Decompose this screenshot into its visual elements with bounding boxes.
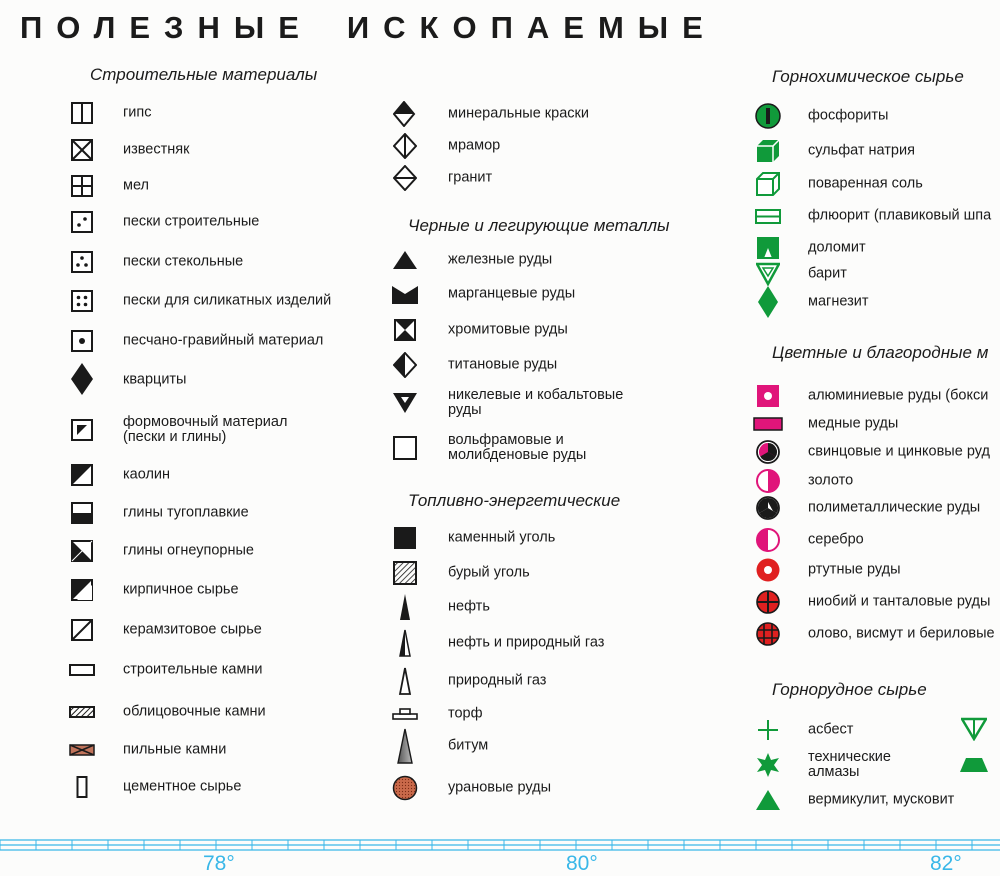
legend-item-label: каолин [123, 466, 171, 483]
refractory-clay-icon [71, 502, 93, 524]
mercury-icon [756, 558, 780, 582]
cement-raw-icon [70, 776, 95, 798]
legend-item-label: фосфориты [808, 107, 889, 124]
legend-item-label: торф [448, 705, 483, 722]
natural-gas-icon [395, 667, 415, 695]
brick-raw-icon [71, 579, 93, 601]
copper-ore-icon [753, 414, 783, 434]
tin-bismuth-icon [756, 622, 780, 646]
legend-item-label: магнезит [808, 293, 869, 310]
brown-coal-icon [393, 561, 417, 585]
phosphorite-icon [755, 103, 781, 129]
sand-gravel-icon [71, 330, 93, 352]
facing-stone-icon [69, 700, 95, 724]
molding-material-icon [71, 419, 93, 441]
legend-item-label: ртутные руды [808, 561, 901, 578]
building-stone-icon [69, 658, 95, 682]
chromite-ore-icon [394, 319, 416, 341]
legend-item-label: пески строительные [123, 213, 260, 230]
legend-item-label: поваренная соль [808, 175, 923, 192]
map-title [20, 10, 717, 46]
building-sand-icon [71, 211, 93, 233]
asbestos-icon [757, 719, 779, 741]
quartzite-icon [71, 363, 93, 397]
glass-sand-icon [71, 251, 93, 273]
title-word-1: ПОЛЕЗНЫЕ [20, 10, 313, 45]
legend-item-label: кварциты [123, 371, 187, 388]
diamond-icon [756, 753, 780, 777]
extra-green-trapezoid-icon [960, 756, 988, 779]
uranium-icon [392, 775, 418, 801]
legend-item-label: песчано-гравийный материал [123, 332, 324, 349]
legend-item-label: вольфрамовые и молибденовые руды [448, 432, 587, 463]
legend-item-label: титановые руды [448, 356, 558, 373]
lead-zinc-icon [756, 440, 780, 464]
legend-item-label: каменный уголь [448, 529, 556, 546]
section-heading-chemical: Горнохимическое сырье [772, 67, 964, 86]
aluminum-ore-icon [756, 384, 780, 408]
vermiculite-icon [755, 789, 781, 811]
legend-item-label: цементное сырье [123, 778, 242, 795]
legend-item-label: хромитовые руды [448, 321, 568, 338]
peat-icon [392, 705, 418, 723]
iron-ore-icon [393, 249, 417, 271]
oil-icon [395, 593, 415, 621]
longitude-label-78: 78° [203, 852, 235, 875]
legend-item-label: минеральные краски [448, 105, 589, 122]
gypsum-icon [71, 102, 93, 124]
extra-green-triangle-icon [961, 717, 987, 746]
fireproof-clay-icon [71, 540, 93, 562]
niobium-tantalum-icon [756, 590, 780, 614]
longitude-label-82: 82° [930, 852, 962, 875]
legend-item-label: керамзитовое сырье [123, 621, 262, 638]
dolomite-icon [756, 236, 780, 260]
legend-item-label: технические алмазы [808, 749, 891, 780]
legend-item-label: медные руды [808, 415, 899, 432]
legend-item-label: природный газ [448, 672, 547, 689]
section-heading-fuel: Топливно-энергетические [408, 491, 621, 510]
legend-item-label: ниобий и танталовые руды [808, 593, 991, 610]
legend-item-label: гипс [123, 104, 152, 121]
legend-item-label: нефть [448, 598, 490, 615]
section-heading-construction: Строительные материалы [90, 65, 318, 84]
mineral-paint-icon [393, 101, 417, 127]
legend-item-label: флюорит (плавиковый шпа [808, 207, 992, 224]
longitude-label-80: 80° [566, 852, 598, 875]
legend-item-label: облицовочные камни [123, 703, 266, 720]
table-salt-icon [755, 171, 781, 197]
chalk-icon [71, 175, 93, 197]
coal-icon [393, 526, 417, 550]
legend-item-label: формовочный материал (пески и глины) [123, 414, 288, 445]
kaolin-icon [71, 464, 93, 486]
legend-item-label: известняк [123, 141, 190, 158]
fluorite-icon [755, 206, 781, 226]
legend-item-label: полиметаллические руды [808, 499, 981, 516]
limestone-icon [71, 139, 93, 161]
legend-item-label: олово, висмут и бериловые [808, 625, 995, 642]
manganese-ore-icon [392, 282, 418, 306]
sawn-stone-icon [69, 738, 95, 762]
gold-icon [756, 469, 780, 493]
marble-icon [393, 133, 417, 159]
legend-item-label: гранит [448, 169, 493, 186]
map-frame-scale [0, 838, 1000, 852]
legend-item-label: сульфат натрия [808, 142, 915, 159]
legend-item-label: бурый уголь [448, 564, 530, 581]
legend-item-label: железные руды [448, 251, 553, 268]
legend-item-label: битум [448, 737, 489, 754]
barite-icon [756, 262, 780, 286]
section-heading-nonferrous: Цветные и благородные м [772, 343, 989, 362]
legend-item-label: глины огнеупорные [123, 542, 254, 559]
legend-item-label: марганцевые руды [448, 285, 576, 302]
legend-item-label: пески для силикатных изделий [123, 292, 332, 309]
legend-item-label: серебро [808, 531, 864, 548]
section-heading-ore: Горнорудное сырье [772, 680, 927, 699]
legend-item-label: доломит [808, 239, 866, 256]
tungsten-molybdenum-icon [393, 436, 417, 460]
legend-item-label: мрамор [448, 137, 501, 154]
titanium-ore-icon [393, 352, 417, 378]
expanded-clay-icon [71, 619, 93, 641]
legend-item-label: глины тугоплавкие [123, 504, 249, 521]
legend-item-label: мел [123, 177, 150, 194]
legend-item-label: никелевые и кобальтовые руды [448, 387, 624, 418]
silver-icon [756, 528, 780, 552]
legend-item-label: кирпичное сырье [123, 581, 239, 598]
magnesite-icon [758, 285, 778, 319]
granite-icon [393, 165, 417, 191]
nickel-cobalt-icon [392, 391, 418, 415]
legend-item-label: урановые руды [448, 779, 552, 796]
legend-item-label: асбест [808, 721, 854, 738]
title-word-2: ИСКОПАЕМЫЕ [346, 10, 717, 45]
bitumen-icon [394, 728, 416, 764]
oil-gas-icon [395, 629, 415, 657]
legend-item-label: вермикулит, мусковит [808, 791, 955, 808]
legend-item-label: пески стекольные [123, 253, 244, 270]
legend-item-label: алюминиевые руды (бокси [808, 387, 989, 404]
legend-item-label: строительные камни [123, 661, 263, 678]
legend-item-label: свинцовые и цинковые руд [808, 443, 990, 460]
legend-item-label: нефть и природный газ [448, 634, 605, 651]
section-heading-ferrous: Черные и легирующие металлы [408, 216, 670, 235]
legend-item-label: барит [808, 265, 847, 282]
sodium-sulfate-icon [755, 138, 781, 164]
legend-item-label: пильные камни [123, 741, 227, 758]
polymetallic-icon [756, 496, 780, 520]
silicate-sand-icon [71, 290, 93, 312]
legend-item-label: золото [808, 472, 854, 489]
